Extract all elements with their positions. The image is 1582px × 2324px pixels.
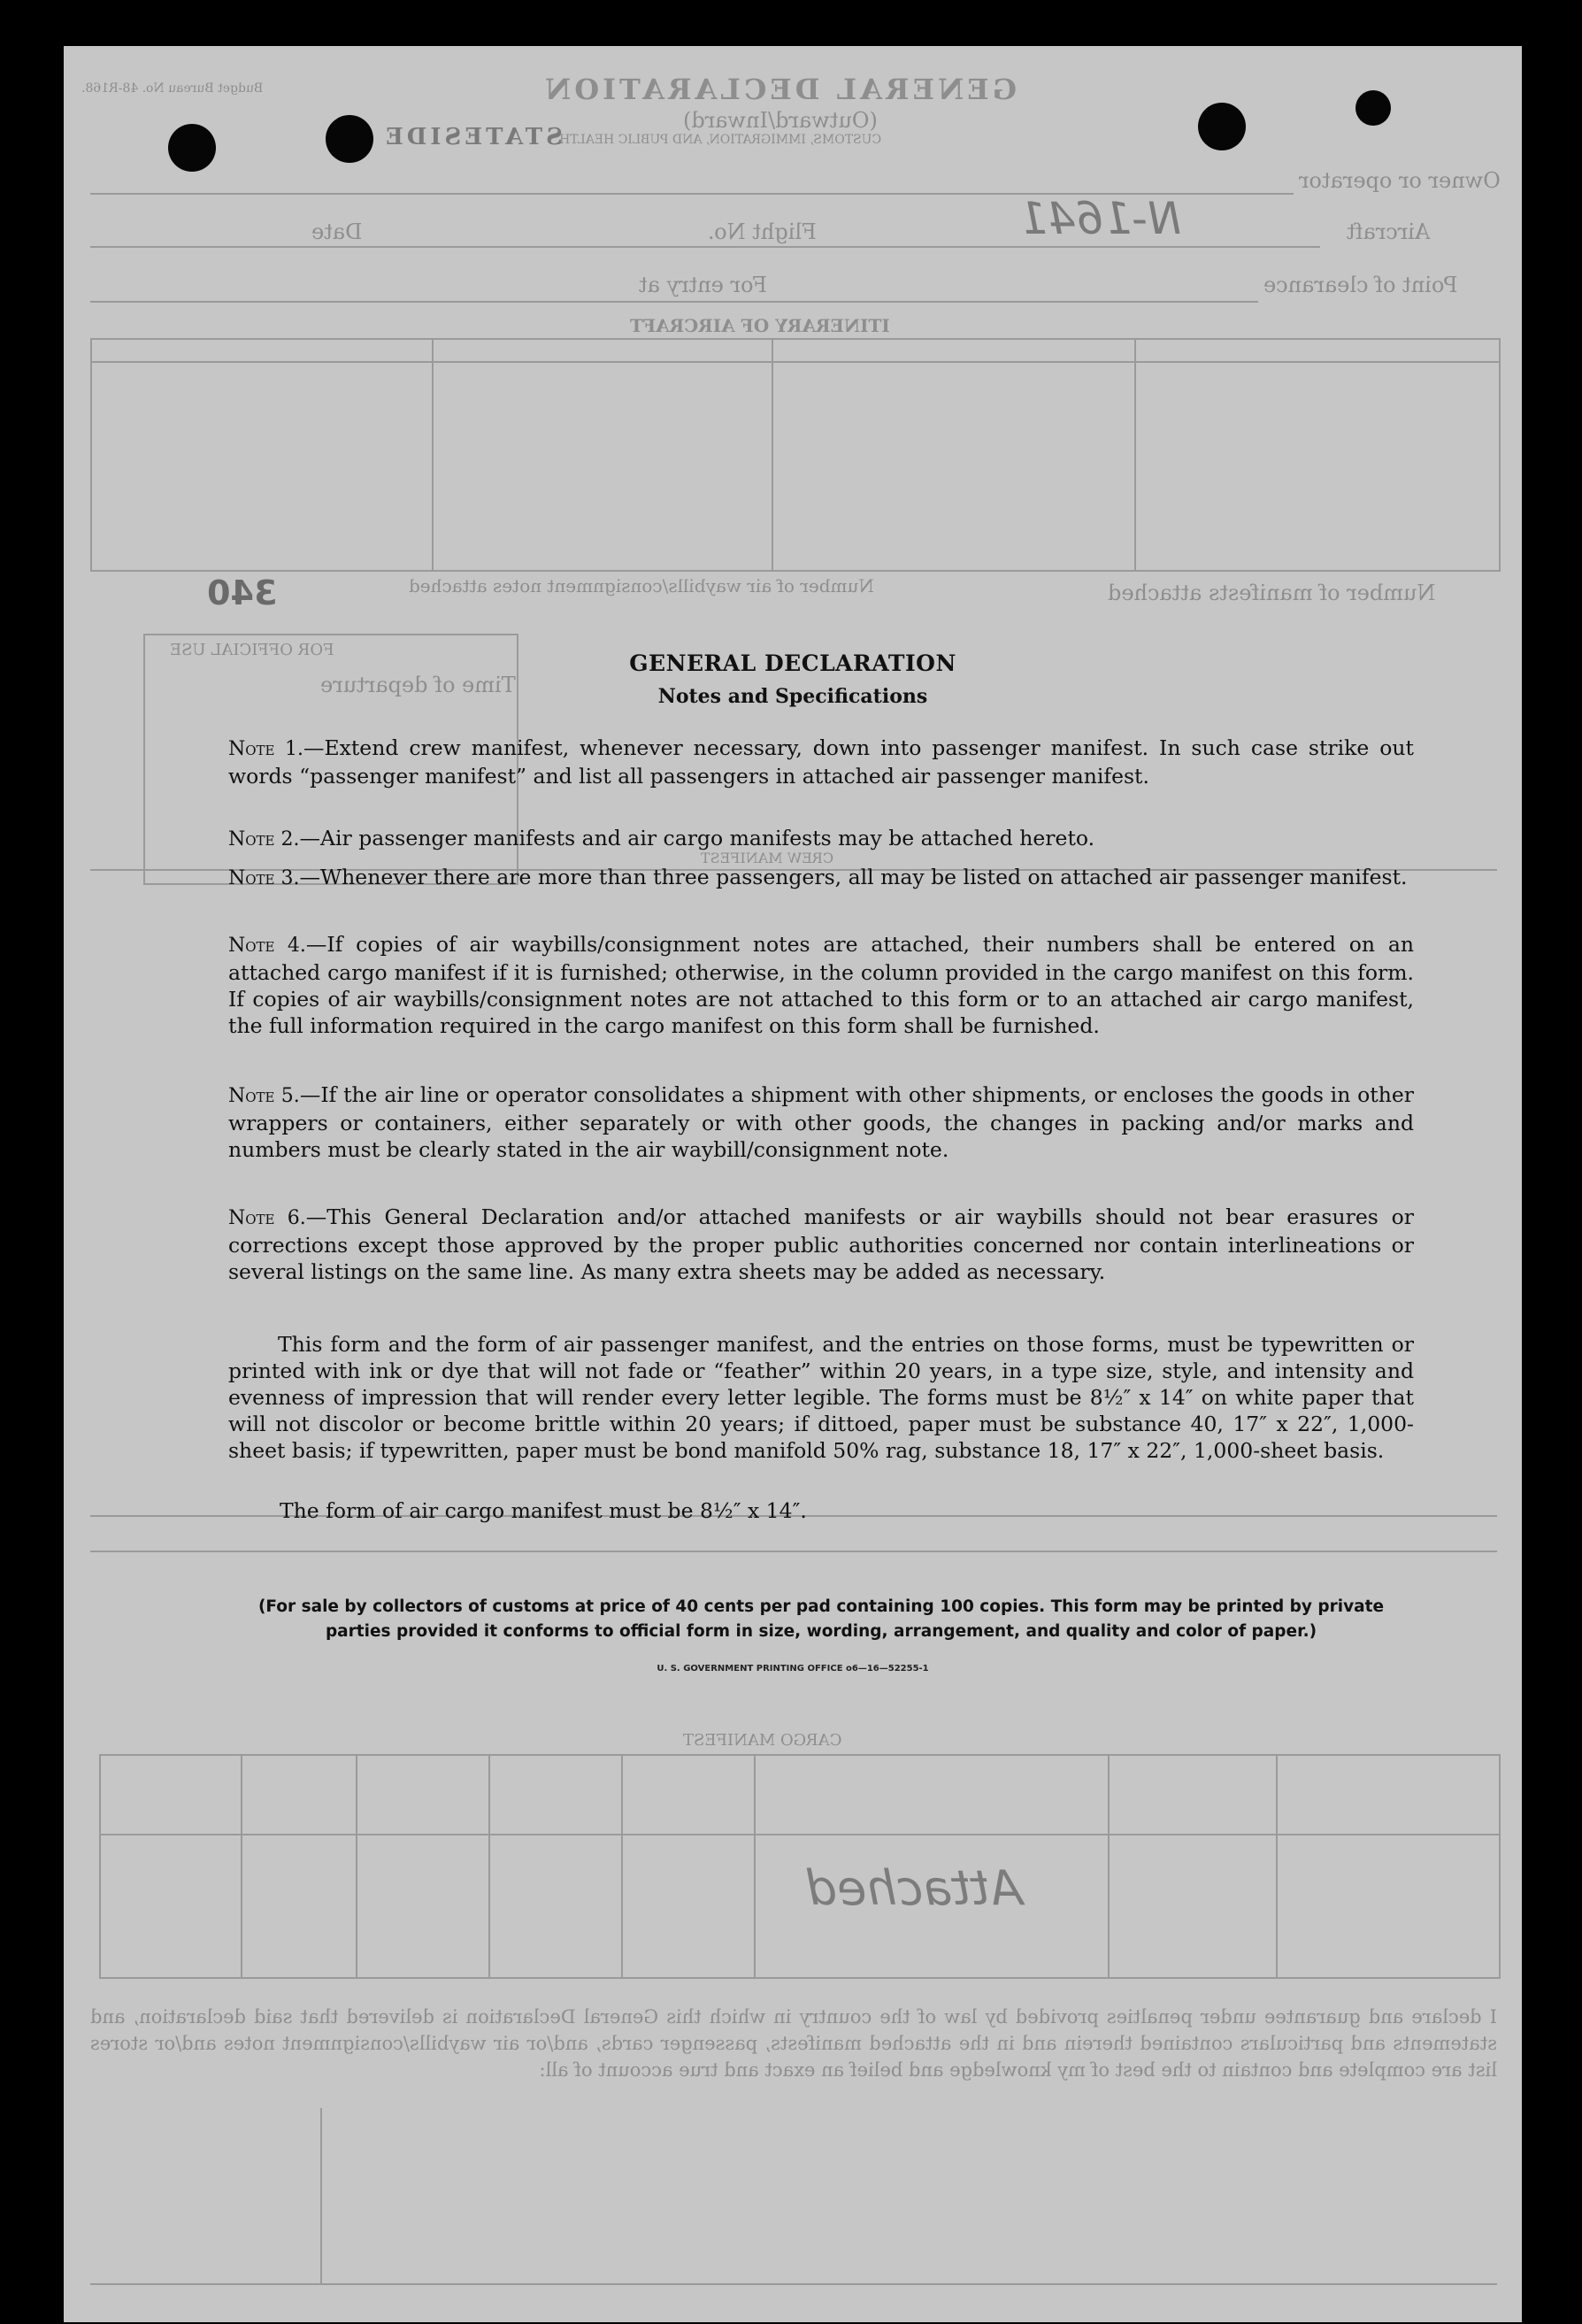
bleed-grid-col: [1134, 338, 1136, 570]
note-label: Note 3.: [228, 867, 300, 889]
bleed-manifests: Number of manifests attached: [1108, 581, 1436, 605]
bleed-header-sub2: CUSTOMS, IMMIGRATION, AND PUBLIC HEALTH: [559, 133, 882, 147]
page-title: GENERAL DECLARATION: [629, 650, 956, 676]
note-label: Note 2.: [228, 828, 300, 850]
note-label: Note 5.: [228, 1085, 300, 1107]
bleed-cargo-col: [621, 1754, 623, 1977]
bleed-cargo-col: [356, 1754, 357, 1977]
bleed-owner: Owner or operator: [1299, 168, 1501, 193]
note-label: Note 1.: [228, 738, 303, 760]
bleed-grid-col: [772, 338, 773, 570]
note-label: Note 4.: [228, 935, 306, 957]
note-1: [228, 735, 1414, 789]
bleed-grid-row: [90, 361, 1499, 363]
bleed-cargo-row: [99, 1834, 1499, 1835]
bleed-cargo-col: [1108, 1754, 1110, 1977]
bleed-aircraft-value: N-1641: [1019, 193, 1181, 244]
bleed-budget: Budget Bureau No. 48-R168.: [81, 81, 264, 96]
bleed-cargo-col: [1276, 1754, 1278, 1977]
bleed-aircraft: Aircraft: [1347, 219, 1431, 244]
bleed-header: GENERAL DECLARATION: [541, 73, 1017, 106]
bleed-grid-col: [432, 338, 434, 570]
note-text: —Extend crew manifest, whenever necessary, down into passenger manifest. In such case strike out words “passenger manifest” and list all passengers in attached air passenger manifest.: [228, 735, 1414, 789]
bleed-cargo: CARGO MANIFEST: [683, 1731, 842, 1750]
bleed-cargo-grid: [99, 1754, 1501, 1979]
bleed-waybills-value: 340: [207, 573, 278, 612]
bleed-departure: Time of departure: [320, 673, 516, 697]
bleed-cargo-col: [754, 1754, 756, 1977]
punch-hole-center-right: [1198, 103, 1246, 150]
bleed-declare: I declare and guarantee under penalties provided by law of the country in which this General Declaration is delivered that said declaration, and statements and particulars contained therein and in the attached manifests, passenger cards, and/or air waybills/consignment notes and/or stores list are complete and contain to the best of my knowledge and belief an exact and true account of all:: [90, 2006, 1497, 2081]
bleed-date: Date: [311, 219, 363, 244]
note-text: —If copies of air waybills/consignment notes are attached, their numbers shall be entered on an attached cargo manifest if it is furnished; otherwise, in the column provided in the cargo manifest on this form. If copies of air waybills/consignment notes are not attached to this form or to an attached air cargo manifest, the full information required in the cargo manifest on this form shall be furnished.: [228, 932, 1414, 1038]
cargo-size-line: The form of air cargo manifest must be 8½″ x 14″.: [280, 1498, 807, 1523]
bleed-waybills: Number of air waybills/consignment notes attached: [409, 575, 874, 596]
form-requirements-paragraph: This form and the form of air passenger manifest, and the entries on those forms, must be typewritten or printed with ink or dye that will not fade or “feather” within 20 years, in a type size, style, and intensity and evenness of impression that will render every letter legible. The forms must be 8½″ x 14″ on white paper that will not discolor or become brittle within 20 years; if dittoed, paper must be substance 40, 17″ x 22″, 1,000-sheet basis; if typewritten, paper must be bond manifold 50% rag, substance 18, 17″ x 22″, 1,000-sheet basis.: [228, 1332, 1414, 1463]
note-text: —Air passenger manifests and air cargo manifests may be attached hereto.: [299, 826, 1095, 850]
note-6: [228, 1204, 1414, 1285]
bleed-cargo-col: [241, 1754, 242, 1977]
page-subtitle: Notes and Specifications: [657, 685, 928, 708]
printer-line: U. S. GOVERNMENT PRINTING OFFICE o6—16—52255-1: [657, 1664, 929, 1674]
bleed-itinerary: ITINERARY OF AIRCRAFT: [630, 315, 890, 336]
note-3: [228, 864, 1414, 892]
note-4: [228, 931, 1414, 1039]
note-5: [228, 1081, 1414, 1163]
bleed-clearance: Point of clearance: [1263, 273, 1458, 297]
note-2: [228, 825, 1414, 853]
bleed-clearance-line: [90, 301, 1258, 303]
bleed-stamp: STATESIDE: [382, 124, 563, 150]
bleed-official-use: FOR OFFICIAL USE: [170, 641, 334, 659]
bleed-itinerary-grid: [90, 338, 1501, 572]
bleed-crew: CREW MANIFEST: [701, 850, 834, 866]
bleed-bottom-line: [90, 2283, 1497, 2285]
punch-hole-center-left: [326, 115, 373, 163]
document-sheet: [64, 46, 1522, 2322]
note-text: —If the air line or operator consolidates a shipment with other shipments, or encloses the goods in other wrappers or containers, either separately or with other goods, the changes in packing and/or marks and numbers must be clearly stated in the air waybill/consignment note.: [228, 1082, 1414, 1162]
punch-hole-left: [168, 124, 216, 172]
sale-notice: (For sale by collectors of customs at price of 40 cents per pad containing 100 copies. This form may be printed by private parties provided it conforms to official form in size, wording, arrangement, and quality and color of paper.): [257, 1597, 1385, 1641]
bleed-cargo-col: [488, 1754, 490, 1977]
note-text: —Whenever there are more than three passengers, all may be listed on attached air passenger manifest.: [299, 865, 1408, 889]
bleed-crew-line: [90, 1551, 1497, 1552]
note-label: Note 6.: [228, 1207, 306, 1229]
bleed-signature-box: [320, 2108, 853, 2285]
bleed-entry: For entry at: [639, 273, 767, 297]
punch-hole-right: [1355, 90, 1391, 126]
note-text: —This General Declaration and/or attached manifests or air waybills should not bear erasures or corrections except those approved by the proper public authorities concerned nor contain interlineations or several listings on the same line. As many extra sheets may be added as necessary.: [228, 1204, 1414, 1284]
bleed-header-sub: (Outward/Inward): [683, 108, 878, 133]
bleed-flight: Flight No.: [708, 219, 817, 244]
bleed-aircraft-line: [90, 246, 1320, 248]
bleed-attached: Attached: [807, 1860, 1023, 1916]
